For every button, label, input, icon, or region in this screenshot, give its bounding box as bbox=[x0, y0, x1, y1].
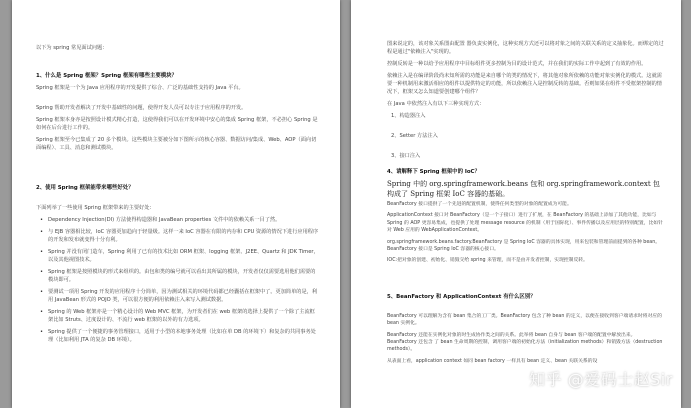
q5-paragraph: 从表面上看，application context 如同 bean factory 一样具有 bean 定义、bean 关联关系的设 bbox=[387, 358, 598, 364]
q1-paragraph: Spring 帮助开发者解决了开发中基础性的问题，使得开发人员可以专注于应用程序的开发。 bbox=[36, 105, 247, 111]
q2-list-item: • Spring 提供了一个便捷的事务管理接口，适用于小型的本地事务处理（比如在单 DB 的环境下）和复杂的共同事务处理（比如利用 JTA 的复杂 DB 环境）。 bbox=[36, 328, 320, 344]
zhihu-watermark: 知乎 @爱码士赵Sir bbox=[529, 370, 673, 389]
q2-list-item: • Spring 并没有闭门造车，Spring 利用了已有的技术比如 ORM 框架、logging 框架、J2EE、Quartz 和 JDK Timer，以及其他视图技术。 bbox=[36, 248, 320, 264]
q2-list-item: • Spring 的 Web 框架亦是一个精心设计的 Web MVC 框架，为开发者们在 web 框架的选择上提供了一个除了主流框架比如 Struts、过度设计的、不流行 web 框架的以外的有力选项。 bbox=[36, 308, 320, 324]
q4-paragraph: BeanFactory 接口提供了一个先进的配置机制，使得任何类型的对象的配置成为可能。 bbox=[387, 202, 572, 207]
q1-paragraph: Spring 框架至今已集成了 20 多个模块。这些模块主要被分如下图所示的核心容器、数据访问/集成、Web、AOP（面向切面编程）、工具、消息和测试模块。 bbox=[36, 137, 317, 151]
q4-paragraph: IOC:把对象的创建、初始化、销毁交给 spring 来管理，而不是由开发者控制，实现控制反转。 bbox=[387, 258, 588, 264]
document-page-right bbox=[351, 0, 681, 408]
document-page-left bbox=[12, 0, 340, 408]
page-right-content bbox=[387, 40, 665, 369]
intro-text: 以下为 spring 常见面试问题： bbox=[36, 45, 108, 51]
di-way-item: 1、构造器注入 bbox=[391, 113, 426, 119]
q4-paragraph: org.springframework.beans.factory.BeanFactory 是 Spring IoC 容器的具体实现，用来包装和管理前面提到的各种 bean。BeanFactory 接口是 Spring IoC 容器的核心接口。 bbox=[387, 239, 661, 253]
q4-paragraph: ApplicationContext 接口对 BeanFactory（是一个子接口）进行了扩展，在 BeanFactory 的基础上添加了其他功能，比如与 Spring 的 AOP 更容易集成，也提供了处理 message resource 的机制（用于国际化）、事件传播以及应用层的特别配置，比如针对 Web 应用的 WebApplicationContext。 bbox=[387, 213, 663, 234]
q4-highlight-paragraph: Spring 中的 org.springframework.beans 包和 org.springframework.context 包构成了 Spring 框架 IoC 容器的基础。 bbox=[387, 180, 660, 198]
page-left-content bbox=[36, 44, 320, 348]
question-1-heading: 1、什么是 Spring 框架？Spring 框架有哪些主要模块？ bbox=[36, 73, 177, 79]
di-way-item: 2、Setter 方法注入 bbox=[391, 133, 438, 139]
q5-paragraph: BeanFactory 可以理解为含有 bean 集合的工厂类。BeanFactory 包含了种 bean 的定义，以便在接收到客户端请求时将对应的 bean 实例化。 bbox=[387, 313, 662, 327]
q5-paragraph: BeanFactory 还能在实例化对象的时生成协作类之间的关系。此举将 bean 自身与 bean 客户端的配置中解放出来。BeanFactory 还包含 了 bean 生命周期的控制，调用客户端的初始化方法（initialization methods）和销毁方法（destruction methods）。 bbox=[387, 332, 663, 353]
q2-list-item: • 要测试一项用 Spring 开发的应用程序十分简单，因为测试相关的环境代码都已经囊括在框架中了。更加简单的是，利用 JavaBean 形式的 POJO 类，可以很方便的利用依赖注入来写入测试数据。 bbox=[36, 288, 320, 304]
ioc-paragraph: 控制反转是一种以给予应用程序中目标组件更多控制为目的设计范式，并在我们的实际工作中起到了有效的作用。 bbox=[387, 61, 647, 67]
question-2-heading: 2、使用 Spring 框架能带来哪些好处？ bbox=[36, 185, 134, 191]
question-4-heading: 4、请解释下 Spring 框架中的 IoC？ bbox=[387, 169, 480, 175]
q1-paragraph: Spring 框架本身亦是按照设计模式精心打造，这使得我们可以在开发环境中安心的集成 Spring 框架，不必担心 Spring 是如何在后台进行工作的。 bbox=[36, 117, 318, 131]
q1-paragraph: Spring 框架是一个为 Java 应用程序的开发提供了综合、广泛的基础性支持的 Java 平台。 bbox=[36, 85, 244, 91]
q2-list-item: • 与 EJB 容器相比较，IoC 容器更加趋向于轻量级。这样一来 IoC 容器在有限的内存和 CPU 资源的情况下进行应用程序的开发和发布就变得十分有利。 bbox=[36, 228, 320, 244]
q2-list-item: • Dependency Injection(DI) 方法使得构造器和 JavaBean properties 文件中的依赖关系一目了然。 bbox=[36, 216, 320, 224]
ioc-paragraph: 依赖注入是在编译阶段尚未知所需的功能是来自哪个的类的情况下，将其他对象所依赖的功能对象实例化的模式。这就需要一种机制用来激活相应的组件以提供特定的功能，所以依赖注入是控制反转的基础。否则如果在组件不受框架控制的情况下，框架又怎么知道要创建哪个组件？ bbox=[387, 73, 662, 95]
di-intro: 在 Java 中依然注入有以下三种实现方式： bbox=[387, 101, 485, 107]
q2-list-item: • Spring 框架是按照模块的形式来组织的。由包和类的编号就可以看出其所属的模块，开发者仅仅需要选用他们需要的模块即可。 bbox=[36, 268, 320, 284]
q2-intro: 下面列举了一些使用 Spring 框架带来的主要好处： bbox=[36, 205, 155, 211]
ioc-paragraph: 图来说定的，该对象关系图由配置 器负责实例化，这种实现方式还可以将对象之间的关联关系的定义抽象化。而绑定的过程是通过"依赖注入"实现的。 bbox=[387, 41, 664, 55]
di-way-item: 3、接口注入 bbox=[391, 153, 421, 159]
question-5-heading: 5、BeanFactory 和 ApplicationContext 有什么区别？ bbox=[387, 293, 536, 300]
